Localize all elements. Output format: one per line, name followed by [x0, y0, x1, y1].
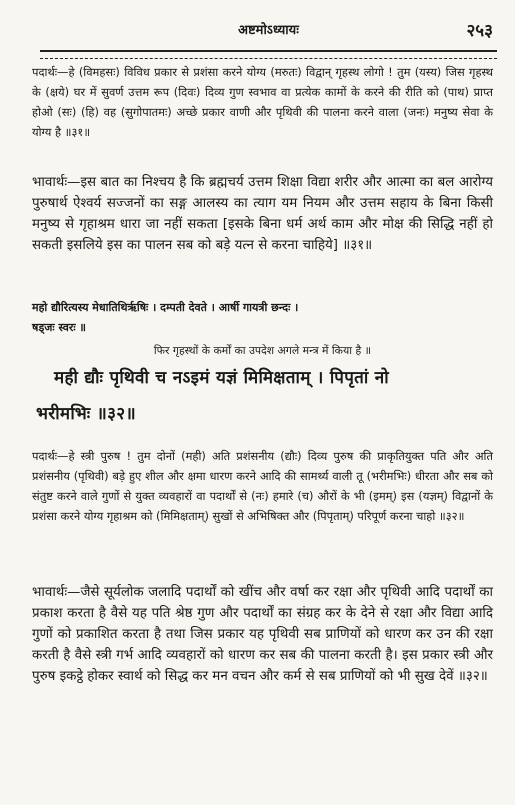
mantra-meta-line-1: महो द्यौरित्यस्य मेधातिथिर्ऋषिः । दम्पती देवते । आर्षी गायत्री छन्दः ।: [32, 301, 299, 314]
bhavartha-32-text: भावार्थः—जैसे सूर्यलोक जलादि पदार्थों को खींच और वर्षा कर रक्षा और पृथिवी आदि पदार्थों का प्रकाश करता है वैसे यह पति श्रेष्ठ गुण और पदार्थों का संग्रह कर के देने से रक्षा और विद्या आदि गुणों को प्रकाशित करता है तथा जिस प्रकार यह पृथिवी सब प्राणियों को धारण कर उन की रक्षा करती है वैसे स्त्री गर्भ आदि व्यवहारों को धारण कर सब की पालना करती है। इस प्रकार स्त्री और पुरुष इकट्ठे होकर स्वार्थ को सिद्ध कर मन वचन और कर्म से सब प्राणियों को भी सुख देवें ॥३२॥: [32, 585, 493, 684]
chapter-title: अष्टमोऽध्यायः: [238, 23, 299, 38]
mantra-intro-text: फिर गृहस्थों के कर्मों का उपदेश अगले मन्त्र में किया है ॥: [153, 344, 372, 357]
bhavartha-31: [32, 172, 493, 256]
header-rule: [40, 50, 497, 59]
mantra-line-1: मही द्यौः पृथिवी च नऽइमं यज्ञं मिमिक्षताम् । पिपृतां नो: [54, 368, 389, 388]
mantra-line-2: भरीमभिः ॥३२॥: [36, 404, 136, 424]
page-header: [40, 18, 497, 48]
mantra-meta-line-2: षड्जः स्वरः ॥: [32, 321, 86, 334]
mantra-intro: [32, 342, 493, 360]
bhavartha-31-text: भावार्थः—इस बात का निश्चय है कि ब्रह्मचर्य उत्तम शिक्षा विद्या शरीर और आत्मा का बल आरोग्य पुरुषार्थ ऐश्वर्य सज्जनों का सङ्ग आलस्य का त्याग यम नियम और उत्तम सहाय के बिना किसी मनुष्य से गृहाश्रम धारा जा नहीं सकता [इसके बिना धर्म अर्थ काम और मोक्ष की सिद्धि नहीं हो सकती इसलिये इस का पालन सब को बड़े यत्न से करना चाहिये] ॥३१॥: [32, 175, 493, 253]
padartha-31-text: पदार्थः—हे (विमहसः) विविध प्रकार से प्रशंसा करने योग्य (मरुतः) विद्वान् गृहस्थ लोगो ! तुम (यस्य) जिस गृहस्थ के (क्षये) घर में सुवर्ण उत्तम रूप (दिवः) दिव्य गुण स्वभाव वा प्रत्येक कामों के करने की रीति को (पाथ) प्राप्त होओ (सः) (हि) वह (सुगोपातमः) अच्छे प्रकार वाणी और पृथिवी की पालना करने वाला (जनः) मनुष्य सेवा के योग्य है ॥३१॥: [32, 65, 493, 139]
padartha-32-text: पदार्थः—हे स्त्री पुरुष ! तुम दोनों (मही) अति प्रशंसनीय (द्यौः) दिव्य पुरुष की प्राकृतियुक्त पति और अति प्रशंसनीय (पृथिवी) बड़े हुए शील और क्षमा धारण करने आदि की सामर्थ्य वाली तू (भरीमभिः) धीरता और सब को संतुष्ट करने वाले गुणों से युक्त व्यवहारों वा पदार्थों से (नः) हमारे (च) औरों के भी (इमम्) इस (यज्ञम्) विद्वानों के प्रशंसा करने योग्य गृहाश्रम को (मिमिक्षताम्) सुखों से अभिषिक्त और (पिपृताम्) परिपूर्ण करना चाहो ॥३२॥: [32, 449, 493, 523]
mantra-32-cont: [36, 398, 493, 430]
padartha-32: [32, 446, 493, 526]
mantra-32: [54, 362, 493, 394]
mantra-metadata: [32, 298, 493, 338]
page-number: २५३: [466, 21, 493, 41]
bhavartha-32: [32, 582, 493, 687]
padartha-31: [32, 62, 493, 142]
